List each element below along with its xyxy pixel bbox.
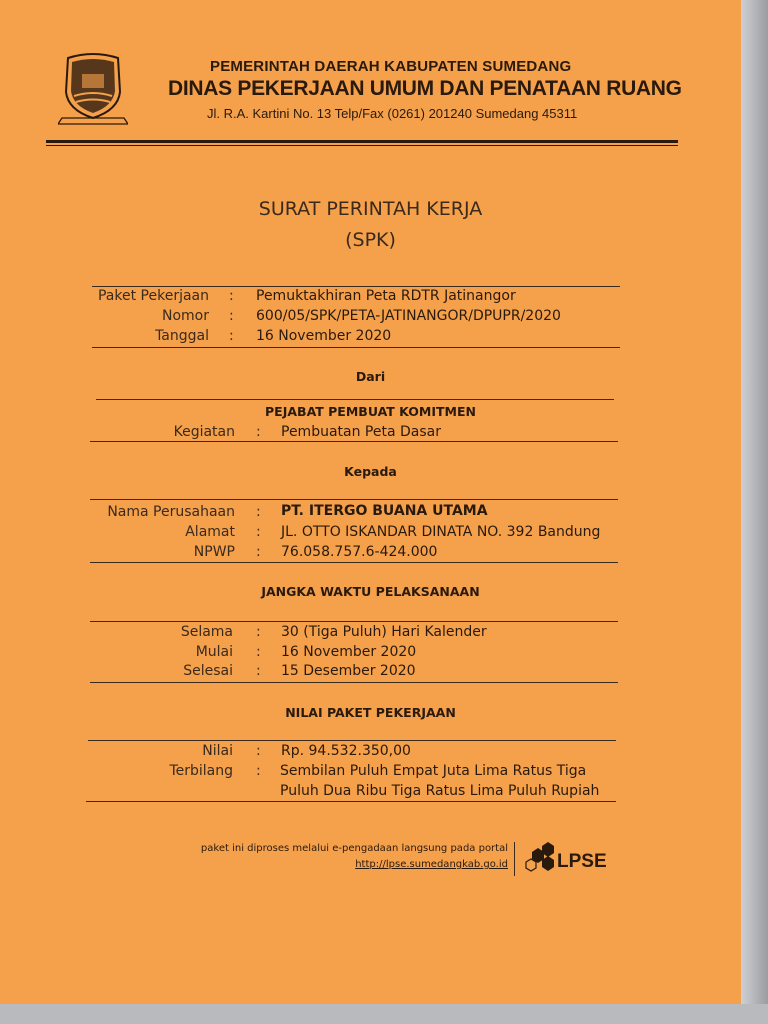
- field-label: Nomor: [162, 308, 209, 324]
- field-colon: :: [229, 328, 234, 344]
- field-value: 16 November 2020: [256, 328, 392, 344]
- field-label: Paket Pekerjaan: [97, 288, 209, 304]
- divider: [86, 801, 616, 802]
- section-heading-nilai: NILAI PAKET PEKERJAAN: [285, 705, 456, 720]
- doc-title-abbr: (SPK): [345, 229, 396, 251]
- lpse-logo-text: LPSE: [557, 851, 607, 872]
- field-label: Kegiatan: [173, 424, 235, 440]
- agency-address: Jl. R.A. Kartini No. 13 Telp/Fax (0261) 201240 Sumedang 45311: [207, 106, 578, 121]
- section-heading-dari: Dari: [355, 369, 386, 384]
- scan-edge-bottom: [0, 1004, 768, 1024]
- field-value: JL. OTTO ISKANDAR DINATA NO. 392 Bandung: [281, 524, 601, 540]
- contract-value: Rp. 94.532.350,00: [281, 743, 411, 759]
- field-value: 15 Desember 2020: [281, 663, 416, 679]
- field-value: 16 November 2020: [281, 644, 417, 660]
- divider: [96, 399, 614, 400]
- field-value: Pembuatan Peta Dasar: [281, 424, 441, 440]
- header-rule-thin: [46, 145, 678, 146]
- divider: [90, 682, 618, 683]
- field-label: Terbilang: [169, 763, 233, 779]
- field-colon: :: [229, 308, 234, 324]
- divider: [90, 562, 618, 563]
- field-label: Mulai: [195, 644, 233, 660]
- divider: [90, 499, 618, 500]
- sumedang-crest-icon: [58, 52, 128, 130]
- field-label: Alamat: [185, 524, 235, 540]
- field-colon: :: [256, 624, 261, 640]
- field-label: Nilai: [202, 743, 233, 759]
- field-colon: :: [256, 424, 261, 440]
- pejabat-heading: PEJABAT PEMBUAT KOMITMEN: [265, 404, 476, 419]
- field-colon: :: [256, 663, 261, 679]
- section-heading-kepada: Kepada: [344, 464, 397, 479]
- field-colon: :: [229, 288, 234, 304]
- company-name: PT. ITERGO BUANA UTAMA: [281, 503, 488, 519]
- field-colon: :: [256, 644, 261, 660]
- doc-title: SURAT PERINTAH KERJA: [258, 198, 483, 220]
- field-value: 76.058.757.6-424.000: [281, 544, 438, 560]
- field-colon: :: [256, 544, 261, 560]
- field-label: Tanggal: [155, 328, 209, 344]
- divider: [92, 286, 620, 287]
- field-value: 30 (Tiga Puluh) Hari Kalender: [281, 624, 487, 640]
- section-heading-jangka: JANGKA WAKTU PELAKSANAAN: [261, 584, 480, 599]
- field-label: Selesai: [183, 663, 233, 679]
- field-colon: :: [256, 504, 261, 520]
- gov-line: PEMERINTAH DAERAH KABUPATEN SUMEDANG: [210, 58, 572, 75]
- footer-note: paket ini diproses melalui e-pengadaan langsung pada portal: [200, 843, 508, 854]
- agency-name: DINAS PEKERJAAN UMUM DAN PENATAAN RUANG: [168, 77, 682, 100]
- divider: [92, 347, 620, 348]
- terbilang-value-cont: Puluh Dua Ribu Tiga Ratus Lima Puluh Rupiah: [280, 783, 600, 799]
- field-value: Pemuktakhiran Peta RDTR Jatinangor: [256, 288, 516, 304]
- lpse-link[interactable]: http://lpse.sumedangkab.go.id: [355, 859, 508, 870]
- footer-separator: [514, 842, 515, 876]
- field-label: Nama Perusahaan: [107, 504, 235, 520]
- divider: [90, 441, 618, 442]
- lpse-logo-icon: [522, 842, 612, 876]
- field-colon: :: [256, 763, 261, 779]
- field-label: NPWP: [193, 544, 235, 560]
- divider: [88, 740, 616, 741]
- divider: [90, 621, 618, 622]
- field-label: Selama: [180, 624, 233, 640]
- header-rule-thick: [46, 140, 678, 143]
- field-colon: :: [256, 524, 261, 540]
- field-colon: :: [256, 743, 261, 759]
- scan-edge-right: [741, 0, 768, 1024]
- field-value: 600/05/SPK/PETA-JATINANGOR/DPUPR/2020: [256, 308, 561, 324]
- terbilang-value: Sembilan Puluh Empat Juta Lima Ratus Tiga: [280, 763, 587, 779]
